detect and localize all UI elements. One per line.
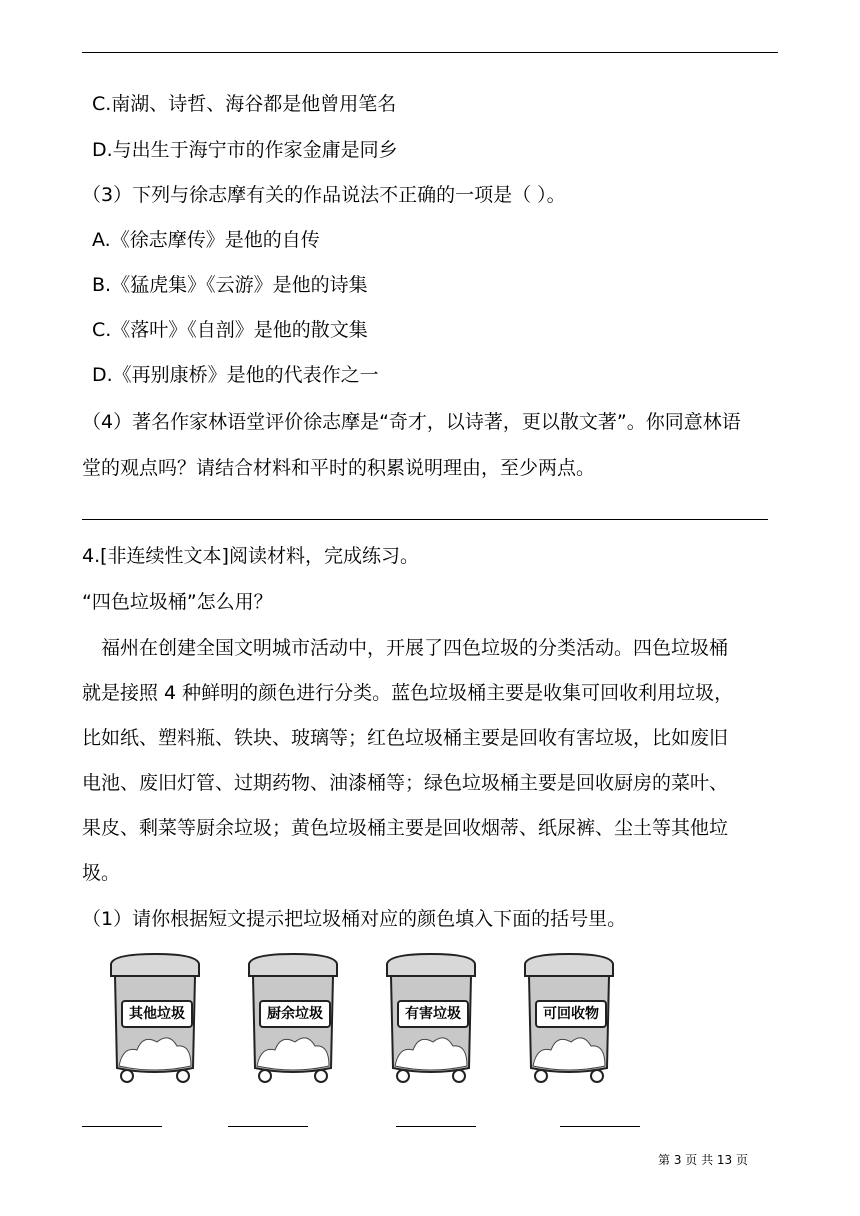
- q3-option-a: A.《徐志摩传》是他的自传: [92, 229, 320, 251]
- answer-blank-4[interactable]: [560, 1126, 640, 1127]
- paragraph-line-3: 比如纸、塑料瓶、铁块、玻璃等；红色垃圾桶主要是回收有害垃圾，比如废旧: [82, 727, 729, 749]
- q3-option-d: D.《再别康桥》是他的代表作之一: [92, 364, 379, 386]
- sub-question-1: （1）请你根据短文提示把垃圾桶对应的颜色填入下面的括号里。: [82, 908, 627, 930]
- paragraph-line-4: 电池、废旧灯管、过期药物、油漆桶等；绿色垃圾桶主要是回收厨房的菜叶、: [82, 772, 729, 794]
- bin-label: 可回收物: [535, 1000, 607, 1028]
- trash-bins-illustration: [105, 950, 665, 1090]
- option-c-line: C.南湖、诗哲、海谷都是他曾用笔名: [92, 93, 397, 115]
- bin-label: 有害垃圾: [397, 1000, 469, 1028]
- trash-bin-hazardous: [381, 950, 481, 1084]
- trash-bin-recyclable: [519, 950, 619, 1084]
- paragraph-line-2: 就是接照 4 种鲜明的颜色进行分类。蓝色垃圾桶主要是收集可回收利用垃圾，: [82, 682, 734, 704]
- answer-blank-2[interactable]: [228, 1126, 308, 1127]
- bin-label: 其他垃圾: [121, 1000, 193, 1028]
- article-title: “四色垃圾桶”怎么用？: [82, 591, 273, 613]
- header-rule: [82, 52, 778, 53]
- q3-option-c: C.《落叶》《自剖》是他的散文集: [92, 319, 368, 341]
- trash-bin-other: [105, 950, 205, 1084]
- answer-blank-3[interactable]: [396, 1126, 476, 1127]
- section-4-heading: 4.[非连续性文本]阅读材料，完成练习。: [82, 545, 419, 567]
- option-d-line: D.与出生于海宁市的作家金庸是同乡: [92, 139, 398, 161]
- question-4-line1: （4）著名作家林语堂评价徐志摩是“奇才，以诗著，更以散文著”。你同意林语: [82, 411, 741, 433]
- bin-label: 厨余垃圾: [259, 1000, 331, 1028]
- answer-blank-1[interactable]: [82, 1126, 162, 1127]
- paragraph-line-1: 福州在创建全国文明城市活动中，开展了四色垃圾的分类活动。四色垃圾桶: [82, 637, 729, 659]
- question-4-line2: 堂的观点吗？请结合材料和平时的积累说明理由，至少两点。: [82, 457, 596, 479]
- paragraph-line-5: 果皮、剩菜等厨余垃圾；黄色垃圾桶主要是回收烟蒂、纸尿裤、尘土等其他垃: [82, 817, 729, 839]
- paragraph-line-6: 圾。: [82, 862, 121, 884]
- trash-bin-kitchen: [243, 950, 343, 1084]
- question-3: （3）下列与徐志摩有关的作品说法不正确的一项是（ ）。: [82, 184, 566, 206]
- answer-line[interactable]: [82, 519, 768, 520]
- page-number: 第 3 页 共 13 页: [658, 1153, 748, 1167]
- q3-option-b: B.《猛虎集》《云游》是他的诗集: [92, 274, 368, 296]
